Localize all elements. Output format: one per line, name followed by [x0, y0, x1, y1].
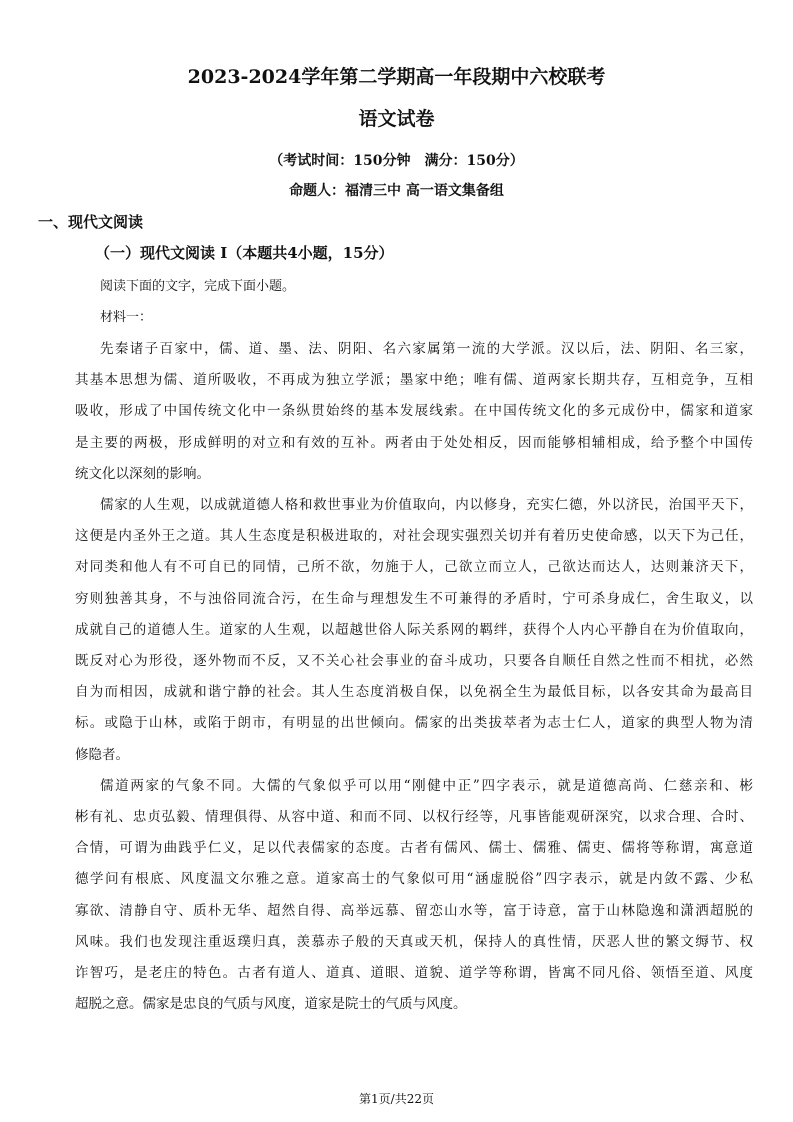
paragraph-line: 诈智巧，是老庄的特色。古者有道人、道真、道眼、道貌、道学等称谓，皆寓不同凡俗、领悟至道、风度	[75, 965, 753, 982]
paragraph-line: 合情，可谓为曲践乎仁义，足以代表儒家的态度。古者有儒风、儒士、儒雅、儒吏、儒将等称谓，寓意道	[75, 840, 753, 857]
paragraph-line: 穷则独善其身，不与浊俗同流合污，在生命与理想发生不可兼得的矛盾时，宁可杀身成仁，舍生取义，以	[75, 590, 753, 607]
paragraph-line: 是主要的两极，形成鲜明的对立和有效的互补。两者由于处处相反，因而能够相辅相成，给予整个中国传	[75, 434, 753, 451]
paragraph-line: 儒道两家的气象不同。大儒的气象似乎可以用“刚健中正”四字表示，就是道德高尚、仁慈亲和、彬	[100, 777, 753, 794]
paragraph	[75, 490, 753, 771]
paragraph-line: 超脱之意。儒家是忠良的气质与风度，道家是院士的气质与风度。	[75, 996, 467, 1013]
paragraph-line: 统文化以深刻的影响。	[75, 465, 210, 482]
paragraph-line: 吸收，形成了中国传统文化中一条纵贯始终的基本发展线索。在中国传统文化的多元成份中，儒家和道家	[75, 403, 753, 420]
paragraph-line: 自为而相因，成就和谐宁静的社会。其人生态度消极自保，以免祸全生为最低目标，以各安其命为最高目	[75, 684, 753, 701]
paragraph-line: 寡欲、清静自守、质朴无华、超然自得、高举远慕、留恋山水等，富于诗意，富于山林隐逸和潇洒超脱的	[75, 902, 753, 919]
sub-section-heading: （一）现代文阅读 I（本题共4小题，15分）	[95, 244, 394, 262]
paragraph	[75, 771, 753, 1021]
section-heading: 一、现代文阅读	[38, 213, 144, 231]
passage-body	[75, 334, 753, 1020]
paragraph-line: 标。或隐于山林，或陷于朗市，有明显的出世倾向。儒家的出类拔萃者为志士仁人，道家的典型人物为清	[75, 715, 753, 732]
paragraph-line: 德学问有根底、风度温文尔雅之意。道家高士的气象似可用“涵虚脱俗”四字表示，就是内敛不露、少私	[75, 871, 753, 888]
exam-subject: 语文试卷	[358, 108, 435, 130]
paragraph	[75, 334, 753, 490]
paragraph-line: 儒家的人生观，以成就道德人格和救世事业为价值取向，内以修身，充实仁德，外以济民，治国平天下，	[100, 497, 753, 514]
material-label: 材料一：	[100, 310, 153, 325]
exam-title: 2023-2024学年第二学期高一年段期中六校联考	[187, 66, 606, 88]
paragraph-line: 风味。我们也发现注重返璞归真，羡慕赤子般的天真或天机，保持人的真性情，厌恶人世的繁文缛节、权	[75, 933, 753, 950]
paragraph-line: 这便是内圣外王之道。其人生态度是积极进取的，对社会现实强烈关切并有着历史使命感，以天下为己任，	[75, 528, 753, 545]
paragraph-line: 成就自己的道德人生。道家的人生观，以超越世俗人际关系网的羁绊，获得个人内心平静自在为价值取向，	[75, 621, 753, 638]
exam-info: （考试时间：150分钟 满分：150分）	[269, 153, 524, 169]
paragraph-line: 先秦诸子百家中，儒、道、墨、法、阴阳、名六家属第一流的大学派。汉以后，法、阴阳、名三家，	[100, 341, 753, 357]
paragraph-line: 其基本思想为儒、道所吸收，不再成为独立学派；墨家中绝；唯有儒、道两家长期共存，互相竞争，互相	[75, 372, 753, 389]
paragraph-line: 既反对心为形役，逐外物而不反，又不关心社会事业的奋斗成功，只要各自顺任自然之性而不相扰，必然	[75, 653, 753, 670]
paragraph-line: 彬有礼、忠贞弘毅、情理俱得、从容中道、和而不同、以权行经等，凡事皆能观研深究，以求合理、合时、	[75, 809, 753, 826]
instruction: 阅读下面的文字，完成下面小题。	[100, 279, 296, 294]
page-number: 第1页/共22页	[359, 1092, 434, 1106]
exam-author: 命题人：福清三中 高一语文集备组	[289, 183, 504, 199]
paragraph-line: 对同类和他人有不可自已的同情，己所不欲，勿施于人，己欲立而立人，己欲达而达人，达则兼济天下，	[75, 559, 753, 576]
paragraph-line: 修隐者。	[75, 746, 129, 763]
